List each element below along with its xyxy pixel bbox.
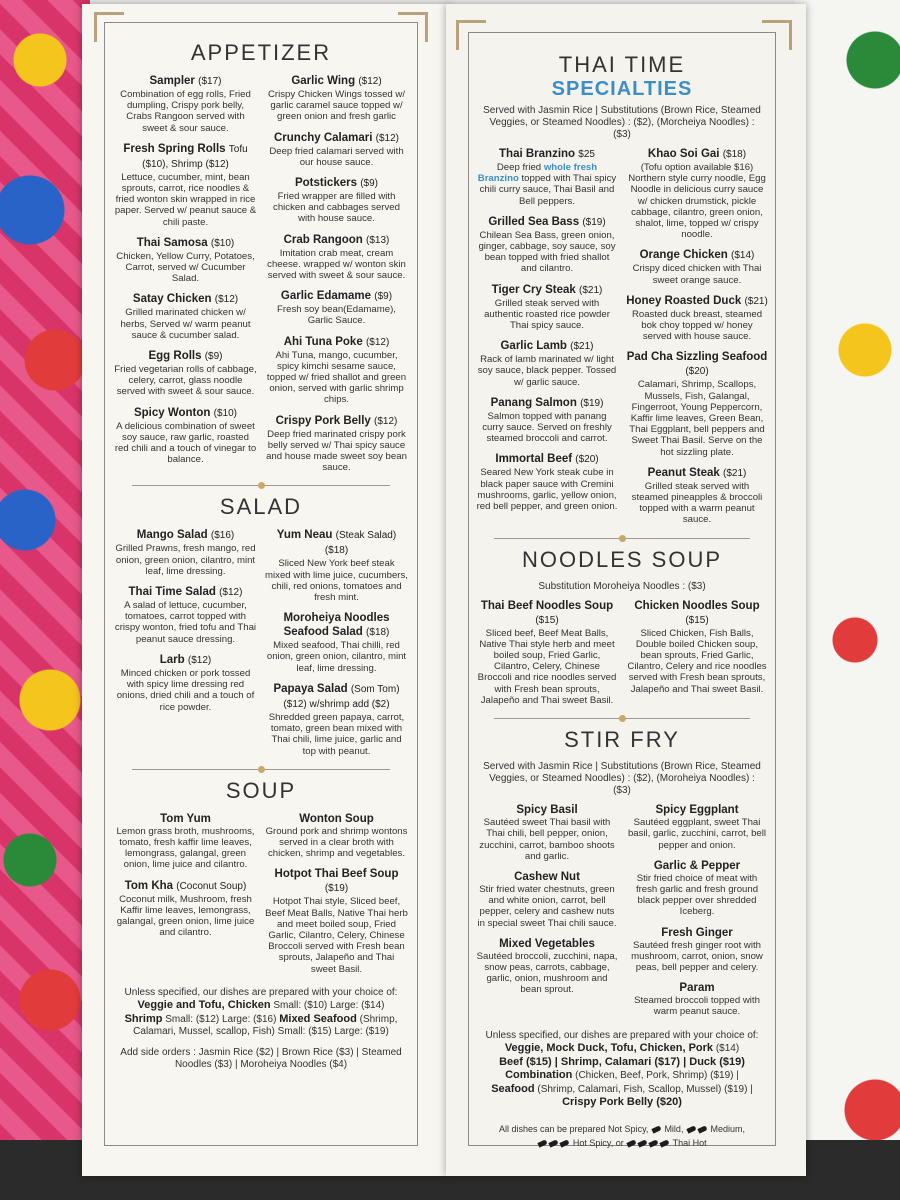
choice-intro: Unless specified, our dishes are prepared with your choice of: [485, 1029, 759, 1041]
menu-item [114, 585, 257, 645]
menu-item-description: Chicken, Yellow Curry, Potatoes, Carrot, served w/ Cucumber Salad. [116, 250, 255, 285]
menu-item-name [114, 142, 257, 172]
menu-item [626, 248, 768, 285]
salad-col-1 [114, 528, 257, 764]
menu-item-description: Shredded green papaya, carrot, tomato, green bean mixed with Thai chili, lime juice, garlic and top with peanut. [268, 711, 405, 757]
item-title: Grilled Sea Bass [488, 215, 580, 228]
item-title: Fresh Ginger [661, 926, 733, 939]
noodles-col-2 [626, 599, 768, 714]
item-price: ($21) [579, 284, 603, 296]
item-price: ($10) [210, 237, 235, 249]
menu-item-description: Minced chicken or pork tossed with spicy lime dressing red onions, dried chili and a touch of rice powder. [116, 667, 255, 713]
menu-item-description: Grilled steak served with authentic roasted rice powder Thai spicy sauce. [484, 297, 610, 332]
item-price: ($12) [187, 654, 212, 666]
section-divider [132, 769, 390, 770]
soup-heading: SOUP [225, 777, 297, 803]
spice-hot: Hot Spicy, or [572, 1137, 624, 1148]
item-title: Garlic Lamb [500, 340, 567, 353]
menu-item-name [265, 812, 408, 826]
choice-intro: Unless specified, our dishes are prepared with your choice of: [124, 986, 398, 998]
item-price: ($12) [358, 76, 382, 87]
item-price: ($20) [575, 454, 599, 466]
chili-icon [686, 1125, 696, 1133]
menu-item-description: A salad of lettuce, cucumber, tomatoes, carrot topped with crispy wonton, fried tofu and Thai peanut sauce dressing. [114, 600, 257, 645]
menu-item-description: Fried wrapper are filled with chicken and cabbages served with house sauce. [273, 191, 400, 225]
menu-page-right [446, 4, 806, 1176]
item-price: ($19) [580, 397, 604, 409]
menu-item-description: Rack of lamb marinated w/ light soy sauce, black pepper. Tossed w/ garlic sauce. [477, 354, 617, 388]
menu-item [265, 335, 408, 406]
menu-item-description: (Tofu option available $16) Northern style curry noodle, Egg Noodle in delicious curry sauce w/ chicken drumstick, pickle cabbage, cilantro, green onion, shalot, lime, topped w/ crispy noodle. [628, 162, 766, 241]
divider-dot [258, 766, 265, 773]
menu-item-description: Lemon grass broth, mushrooms, tomato, fresh kaffir lime leaves, lemongrass, galangal, green onion, lime juice and cilantro. [116, 825, 255, 871]
item-price: (Coconut Soup) [176, 880, 247, 892]
menu-item-description: Steamed broccoli topped with warm peanut sauce. [634, 995, 760, 1018]
specialties-heading: THAI TIME [558, 52, 686, 77]
item-title: Satay Chicken [132, 293, 212, 306]
menu-item-description: Mixed seafood, Thai chilli, red onion, green onion, cilantro, mint leaf, lime dressing. [266, 640, 407, 674]
salad-grid [114, 528, 408, 764]
menu-item-description: Sliced beef, Beef Meat Balls, Native Thai style herb and meet boiled soup, Fried Garlic, Cilantro, Celery, Chinese Broccoli and rice noodles served with Fresh bean sprouts, Jalapeño and Thai sweet Basil. [477, 627, 617, 706]
chili-icon [627, 1139, 637, 1147]
menu-item-name [114, 292, 257, 307]
spice-mild: Mild, [664, 1123, 684, 1134]
item-price: ($15) [535, 614, 559, 626]
menu-item [476, 599, 618, 706]
menu-item-description: Grilled marinated chicken w/ herbs, Served w/ warm peanut sauce & cucumber salad. [120, 307, 251, 341]
divider-dot [258, 482, 265, 489]
choice-shrimp: Shrimp [124, 1012, 163, 1025]
item-title: Immortal Beef [495, 453, 573, 466]
menu-item-description: Deep fried calamari served with our house sauce. [269, 145, 404, 168]
choice-beef-shrimp-duck: Beef ($15) | Shrimp, Calamari ($17) | Duck ($19) [499, 1055, 745, 1068]
menu-item-description: Ground pork and shrimp wontons served in a clear broth with chicken, shrimp and vegetables. [265, 825, 408, 860]
item-price: ($19) [324, 883, 349, 895]
menu-item-name [476, 283, 618, 298]
divider-dot [619, 535, 626, 542]
chili-icon [697, 1125, 707, 1133]
menu-item-name [265, 233, 408, 248]
item-title: Fresh Spring Rolls [123, 142, 226, 155]
desc-part: topped with Thai spicy chili curry sauce, Thai Basil and Bell peppers. [479, 173, 617, 207]
item-title: Param [679, 982, 715, 995]
menu-item-description: Grilled steak served with steamed pineapples & broccoli topped with a warm peanut sauce. [631, 480, 763, 526]
menu-item-description: Combination of egg rolls, Fried dumpling, Crispy pork belly, Crabs Rangoon served with sweet & sour sauce. [120, 89, 251, 134]
appetizer-col-2 [265, 74, 408, 481]
item-title: Wonton Soup [299, 812, 374, 825]
menu-item [626, 803, 768, 851]
appetizer-heading: APPETIZER [190, 40, 332, 65]
menu-item-name [114, 812, 257, 826]
menu-item [476, 396, 618, 445]
stirfry-grid [476, 803, 768, 1025]
item-title: Thai Time Salad [128, 586, 216, 599]
item-title: Orange Chicken [639, 249, 728, 262]
menu-item-name [476, 452, 618, 467]
item-title: Tom Kha [124, 879, 174, 892]
item-title: Larb [159, 653, 185, 666]
choice-veggie-chicken-price: Small: ($10) Large: ($14) [273, 1000, 385, 1012]
menu-item-name [265, 867, 408, 896]
menu-item [626, 294, 768, 343]
menu-item-name [265, 611, 408, 640]
choice-line-1 [114, 999, 408, 1013]
menu-item-name [114, 406, 257, 421]
soup-choice-footer [114, 987, 408, 1072]
chili-icon [649, 1139, 659, 1147]
menu-item-name [476, 870, 618, 884]
item-title: Spicy Wonton [133, 406, 211, 419]
menu-item-description: Hotpot Thai style, Sliced beef, Beef Meat Balls, Native Thai herb and meet boiled soup, Fried Garlic, Cilantro, Celery, Chinese Broccoli served with Fresh bean sprouts, Jalapeño and Thai sweet Basil. [265, 896, 408, 975]
menu-item-description [476, 162, 618, 207]
soup-grid [114, 812, 408, 983]
specialties-col-2 [626, 147, 768, 534]
item-price: ($21) [570, 341, 594, 353]
chili-icon [660, 1139, 670, 1147]
item-title: Thai Beef Noodles Soup [480, 599, 614, 612]
item-title: Papaya Salad [273, 682, 348, 695]
noodles-heading: NOODLES SOUP [521, 546, 723, 572]
menu-item [114, 653, 257, 713]
salad-col-2 [265, 528, 408, 764]
menu-item-description: Seared New York steak cube in black paper sauce with Cremini mushrooms, garlic, yellow onion, red bell pepper, and green onion. [476, 467, 618, 513]
item-title: Tiger Cry Steak [491, 283, 576, 296]
item-price: ($13) [366, 234, 390, 246]
menu-item [476, 452, 618, 512]
menu-item-description: A delicious combination of sweet soy sauce, raw garlic, roasted red chili and a touch of vinegar to balance. [114, 420, 257, 466]
menu-item [476, 283, 618, 332]
menu-item-name [476, 599, 618, 628]
item-title: Spicy Eggplant [655, 804, 739, 817]
menu-item-name [265, 74, 408, 89]
menu-item-description: Crispy diced chicken with Thai sweet orange sauce. [632, 263, 762, 286]
item-price: ($10) [213, 407, 237, 419]
chili-icon [560, 1139, 570, 1147]
specialties-grid [476, 147, 768, 534]
menu-item [265, 812, 408, 860]
item-title: Thai Branzino [499, 148, 576, 160]
item-title: Egg Rolls [148, 350, 202, 363]
spice-medium: Medium, [710, 1123, 745, 1134]
menu-item-description: Chilean Sea Bass, green onion, ginger, cabbage, soy sauce, soy bean topped with fried shallot and cilantro. [478, 229, 616, 275]
choice-line-2 [476, 1056, 768, 1070]
menu-item-description: Sautéed sweet Thai basil with Thai chili, bell pepper, onion, zucchini, carrot, bamboo shoots and garlic. [479, 817, 615, 862]
menu-item-name [626, 350, 768, 379]
section-divider [494, 538, 750, 539]
item-title: Garlic & Pepper [653, 859, 741, 872]
menu-item-name [626, 803, 768, 817]
menu-item [476, 339, 618, 388]
item-price: ($12) [219, 587, 243, 599]
menu-item [114, 879, 257, 939]
spice-not-spicy: All dishes can be prepared Not Spicy, [498, 1123, 649, 1134]
specialties-note: Served with Jasmin Rice | Substitutions (Brown Rice, Steamed Veggies, or Steamed Noodles) : ($2), (Morcheiya Noodles) : ($3) [483, 105, 761, 140]
noodles-grid [476, 599, 768, 714]
menu-item [265, 74, 408, 123]
item-price: ($21) [744, 295, 768, 307]
menu-item-description: Stir fried choice of meat with fresh garlic and fresh ground black pepper over shredded Iceberg. [635, 872, 759, 918]
stirfry-col-1 [476, 803, 618, 1025]
choice-line-2 [114, 1013, 408, 1039]
item-price: (Steak Salad) ($18) [324, 530, 397, 557]
item-price: ($12) [375, 132, 399, 144]
menu-page-left [82, 4, 450, 1176]
choice-pork-belly: Crispy Pork Belly ($20) [562, 1096, 682, 1109]
divider-dot [619, 715, 626, 722]
menu-item-description: Fresh soy bean(Edamame), Garlic Sauce. [277, 304, 396, 327]
choice-shrimp-price: Small: ($12) Large: ($16) [165, 1013, 277, 1025]
menu-item-name [265, 289, 408, 304]
menu-item-name [265, 414, 408, 429]
menu-item [476, 937, 618, 996]
menu-item-name [476, 803, 618, 817]
menu-item-name [265, 131, 408, 146]
menu-item [476, 215, 618, 275]
desc-part: Deep fried [496, 162, 544, 173]
chili-icon [538, 1139, 548, 1147]
menu-item-description: Stir fried water chestnuts, green and white onion, carrot, bell pepper, celery and cashew nuts in special sweet Thai chili sauce. [477, 883, 617, 929]
menu-item-description: Sautéed eggplant, sweet Thai basil, garlic, zucchini, carrot, bell pepper and onion. [627, 817, 767, 851]
item-title: Cashew Nut [514, 870, 580, 883]
menu-item-name [114, 349, 257, 364]
chili-icon [638, 1139, 648, 1147]
item-title: Pad Cha Sizzling Seafood [626, 351, 768, 364]
menu-item-name [626, 599, 768, 628]
item-title: Moroheiya Noodles Seafood Salad [283, 612, 390, 639]
item-title: Crab Rangoon [283, 233, 363, 246]
item-title: Garlic Edamame [280, 290, 372, 303]
item-price: ($21) [723, 467, 747, 479]
item-price: ($14) [731, 250, 755, 262]
menu-item-name [626, 294, 768, 309]
menu-item [114, 292, 257, 341]
stirfry-choice-footer [476, 1030, 768, 1110]
menu-item-description: Grilled Prawns, fresh mango, red onion, green onion, cilantro, mint leaf, lime dressing. [115, 543, 256, 577]
menu-item-description: Coconut milk, Mushroom, fresh Kaffir lime leaves, lemongrass, galangal, green onion, lime juice and cilantro. [116, 893, 255, 939]
item-title: Crunchy Calamari [274, 131, 373, 144]
menu-item [265, 131, 408, 168]
stirfry-col-2 [626, 803, 768, 1025]
menu-item-description: Ahi Tuna, mango, cucumber, spicy kimchi sesame sauce, topped w/ fried shallot and green onion, served with garlic shrimp chips. [266, 349, 407, 406]
item-title: Ahi Tuna Poke [283, 335, 363, 348]
item-title: Honey Roasted Duck [626, 294, 742, 307]
choice-seafood: Seafood [491, 1082, 535, 1095]
item-title: Garlic Wing [291, 75, 356, 87]
menu-item-description: Sliced Chicken, Fish Balls, Double boiled Chicken soup, bean sprouts, Fried Garlic, Cilantro, Celery and rice noodles served with Fresh bean sprouts, Jalapeño and Thai sweet Basil. [627, 627, 767, 695]
menu-item [626, 466, 768, 526]
menu-item-name [626, 248, 768, 263]
item-price: ($20) [685, 366, 709, 378]
soup-col-1 [114, 812, 257, 983]
menu-item-description: Sliced New York beef steak mixed with lime juice, cucumbers, chili, red onions, tomatoes and fresh mint. [265, 558, 408, 604]
menu-item-name [265, 682, 408, 712]
menu-item-description: Sautéed broccoli, zucchini, napa, snow peas, carrots, cabbage, garlic, onion, mushroom and bean sprout. [476, 950, 618, 996]
choice-line-5 [476, 1096, 768, 1110]
menu-item [626, 981, 768, 1017]
menu-item [265, 611, 408, 674]
item-price: ($9) [374, 291, 393, 303]
menu-item-description: Lettuce, cucumber, mint, bean sprouts, carrot, rice noodles & fried wonton skin wrapped in rice paper. Served w/ peanut sauce & chili paste. [114, 171, 257, 228]
menu-item-name [626, 466, 768, 481]
choice-veggie-chicken: Veggie and Tofu, Chicken [137, 999, 271, 1012]
spice-thai-hot: Thai Hot [672, 1137, 707, 1148]
menu-item [476, 803, 618, 862]
item-price: ($12) [214, 294, 239, 306]
menu-item [114, 349, 257, 398]
menu-item [265, 867, 408, 974]
menu-item-name [476, 396, 618, 411]
menu-item-name [626, 859, 768, 873]
menu-item-name [114, 74, 257, 89]
item-title: Mango Salad [136, 529, 208, 542]
choice-seafood-price: (Shrimp, Calamari, Mussel, scallop, Fish) Small: ($15) Large: ($19) [133, 1013, 398, 1038]
menu-item-name [476, 147, 618, 162]
item-price: ($9) [204, 351, 223, 363]
menu-item [476, 147, 618, 207]
menu-item [265, 289, 408, 326]
stirfry-note: Served with Jasmin Rice | Substitutions (Brown Rice, Steamed Veggies, or Steamed Noodles) : ($2), (Moroheiya Noodles) : ($3) [483, 761, 761, 797]
spice-level-legend [476, 1122, 768, 1150]
menu-item [114, 528, 257, 577]
item-price: ($12) [365, 336, 390, 348]
desc-highlight: whole fresh Branzino [477, 162, 598, 185]
item-price: ($15) [685, 614, 709, 626]
menu-item-description: Imitation crab meat, cream cheese. wrapped w/ wonton skin served with sweet & sour sauce. [267, 247, 406, 282]
item-price: ($18) [366, 627, 390, 639]
menu-item-description: Calamari, Shrimp, Scallops, Mussels, Fish, Galangal, Fingerroot, Young Peppercorn, Kaffir lime leaves, Green Bean, Thai Eggplant, bell peppers and Sweet Thai Basil. Serve on the hot sizzling plate. [629, 379, 765, 458]
item-title: Crispy Pork Belly [275, 414, 371, 427]
choice-line-1 [476, 1042, 768, 1056]
menu-item [626, 147, 768, 240]
menu-item-name [476, 339, 618, 354]
menu-item [476, 870, 618, 929]
item-price: $25 [578, 149, 595, 160]
item-title: Potstickers [294, 177, 357, 190]
item-price: ($16) [210, 530, 235, 542]
choice-line-4 [476, 1083, 768, 1097]
chili-icon [651, 1125, 661, 1133]
menu-item [265, 233, 408, 282]
section-divider [494, 718, 750, 719]
menu-item [114, 236, 257, 285]
item-title: Hotpot Thai Beef Soup [274, 868, 399, 881]
tablecloth-right [795, 0, 900, 1200]
noodles-note: Substitution Moroheiya Noodles : ($3) [538, 580, 706, 592]
menu-item [114, 142, 257, 228]
salad-heading: SALAD [219, 494, 303, 520]
menu-item-name [114, 528, 257, 543]
item-title: Sampler [149, 75, 195, 87]
specialties-subheading: SPECIALTIES [551, 78, 693, 100]
item-title: Yum Neau [276, 529, 333, 542]
item-price: ($19) [582, 216, 606, 228]
menu-item [626, 350, 768, 457]
menu-item-name [626, 926, 768, 940]
menu-item [265, 528, 408, 603]
menu-item [265, 176, 408, 225]
stirfry-heading: STIR FRY [564, 727, 680, 753]
menu-item [265, 682, 408, 757]
menu-item-name [265, 335, 408, 350]
chili-icon [549, 1139, 559, 1147]
choice-veggie-price: ($14) [715, 1043, 740, 1055]
menu-item-description: Salmon topped with panang curry sauce. Served on freshly steamed broccoli and carrot. [482, 410, 612, 445]
menu-item [114, 406, 257, 466]
menu-item [114, 74, 257, 134]
menu-item [626, 859, 768, 918]
menu-item-description: Deep fried marinated crispy pork belly served w/ Thai spicy sauce and house made sweet soy bean sauce. [266, 428, 407, 474]
item-price: Tofu ($10), Shrimp ($12) [142, 143, 248, 170]
menu-item-description: Sautéed fresh ginger root with mushroom, carrot, onion, snow peas, bell pepper and celery. [631, 939, 763, 973]
menu-item-name [114, 236, 257, 251]
specialties-col-1 [476, 147, 618, 534]
menu-item-description: Fried vegetarian rolls of cabbage, celery, carrot, glass noodle served with sweet & sour sauce. [114, 364, 257, 398]
item-title: Mixed Vegetables [499, 937, 595, 950]
menu-item-name [265, 528, 408, 558]
choice-seafood-price: (Shrimp, Calamari, Fish, Scallop, Mussel) ($19) | [537, 1083, 753, 1095]
item-title: Panang Salmon [490, 396, 577, 409]
item-title: Chicken Noodles Soup [634, 599, 760, 612]
menu-item-name [114, 879, 257, 894]
side-orders: Add side orders : Jasmin Rice ($2) | Brown Rice ($3) | Steamed Noodles ($3) | Moroheiya Noodles ($4) [120, 1046, 402, 1071]
item-title: Spicy Basil [516, 804, 578, 817]
choice-combination: Combination [505, 1069, 573, 1082]
appetizer-col-1 [114, 74, 257, 481]
item-price: ($12) [374, 415, 398, 427]
noodles-col-1 [476, 599, 618, 714]
soup-col-2 [265, 812, 408, 983]
menu-item-name [265, 176, 408, 191]
menu-item-name [114, 585, 257, 600]
section-divider [132, 485, 390, 486]
menu-item-name [476, 937, 618, 951]
choice-line-3 [476, 1069, 768, 1083]
menu-item-name [626, 981, 768, 995]
item-title: Thai Samosa [136, 236, 208, 249]
menu-item-name [626, 147, 768, 162]
item-price: ($9) [360, 178, 378, 190]
menu-item-description: Roasted duck breast, steamed bok choy topped w/ honey served with house sauce. [631, 308, 763, 343]
item-price: ($18) [722, 149, 747, 160]
menu-item [265, 414, 408, 474]
item-title: Tom Yum [160, 812, 211, 825]
menu-item [626, 599, 768, 695]
menu-item-description: Crispy Chicken Wings tossed w/ garlic caramel sauce topped w/ green onion and fresh garlic [267, 89, 406, 123]
item-price: ($17) [198, 76, 222, 87]
menu-item-name [476, 215, 618, 230]
menu-item [114, 812, 257, 871]
item-title: Khao Soi Gai [647, 148, 720, 160]
menu-item [626, 926, 768, 974]
menu-item-name [114, 653, 257, 668]
item-title: Peanut Steak [647, 466, 720, 479]
choice-veggie: Veggie, Mock Duck, Tofu, Chicken, Pork [504, 1042, 714, 1055]
choice-seafood: Mixed Seafood [279, 1012, 357, 1025]
item-price: (Som Tom) ($12) w/shrimp add ($2) [283, 683, 400, 710]
appetizer-grid [114, 74, 408, 481]
tablecloth-left [0, 0, 90, 1200]
choice-combination-price: (Chicken, Beef, Pork, Shrimp) ($19) | [575, 1070, 739, 1082]
